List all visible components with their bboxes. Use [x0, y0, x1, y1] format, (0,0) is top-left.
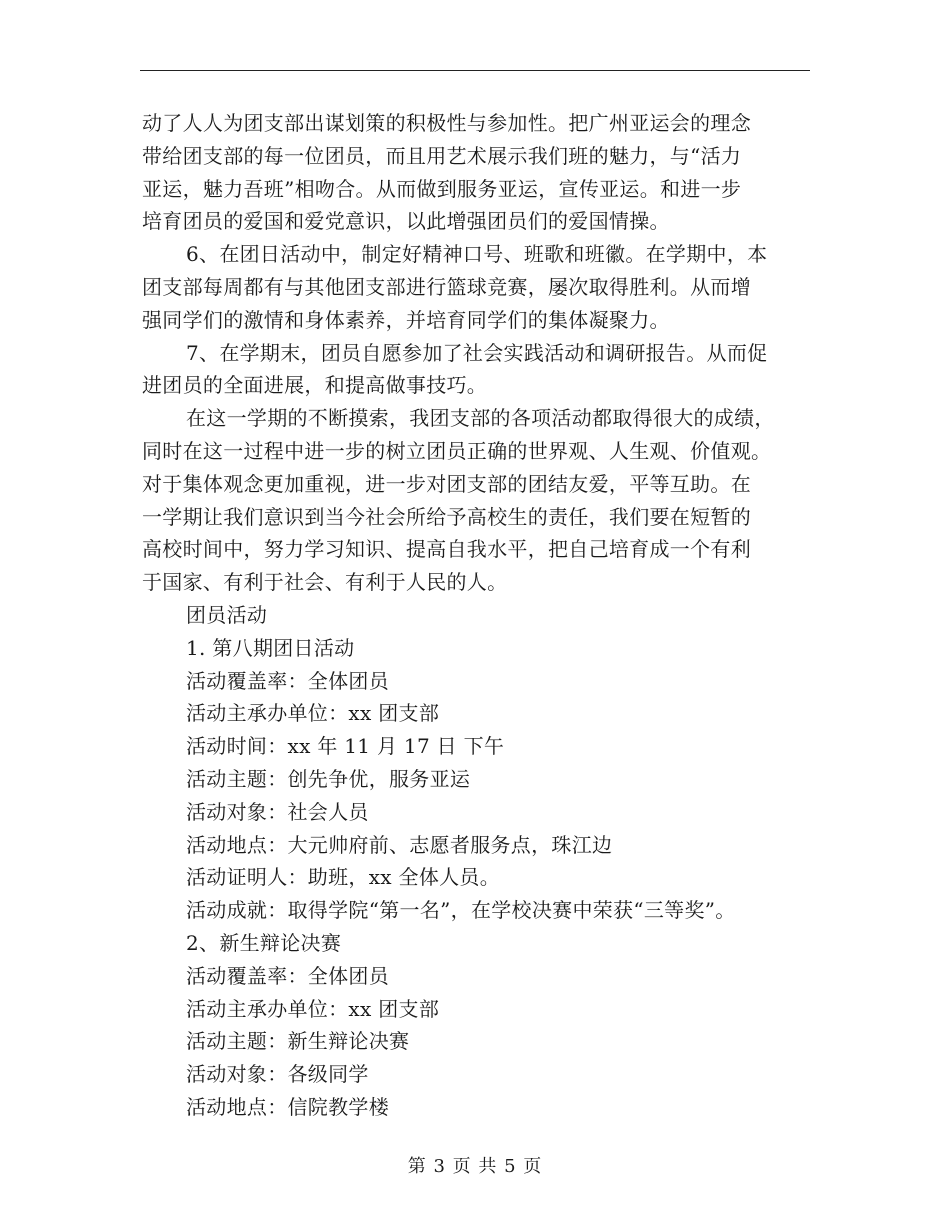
text-line: 活动主承办单位：xx 团支部	[186, 996, 440, 1021]
text-line: 同时在这一过程中进一步的树立团员正确的世界观、人生观、价值观。	[142, 438, 772, 463]
text-line: 带给团支部的每一位团员，而且用艺术展示我们班的魅力，与“活力	[142, 143, 742, 168]
document-body	[142, 107, 822, 1124]
text-line: 进团员的全面进展，和提高做事技巧。	[142, 373, 488, 398]
text-line: 在这一学期的不断摸索，我团支部的各项活动都取得很大的成绩，	[186, 406, 775, 431]
text-line: 团支部每周都有与其他团支部进行篮球竞赛，屡次取得胜利。从而增	[142, 274, 751, 299]
text-line: 2、新生辩论决赛	[186, 930, 342, 955]
header-rule	[140, 70, 810, 71]
text-line: 高校时间中，努力学习知识、提高自我水平，把自己培育成一个有利	[142, 537, 751, 562]
text-line: 活动覆盖率：全体团员	[186, 668, 389, 693]
text-line: 活动主题：创先争优，服务亚运	[186, 766, 471, 791]
text-line: 活动时间：xx 年 11 月 17 日 下午	[186, 734, 505, 759]
text-line: 活动证明人：助班，xx 全体人员。	[186, 865, 501, 890]
text-line: 一学期让我们意识到当今社会所给予高校生的责任，我们要在短暂的	[142, 504, 751, 529]
text-line: 于国家、有利于社会、有利于人民的人。	[142, 570, 508, 595]
text-line: 活动对象：社会人员	[186, 799, 369, 824]
text-line: 强同学们的激情和身体素养，并培育同学们的集体凝聚力。	[142, 307, 670, 332]
text-line: 活动地点：信院教学楼	[186, 1094, 389, 1119]
text-line: 活动主题：新生辩论决赛	[186, 1029, 410, 1054]
text-line: 活动对象：各级同学	[186, 1062, 369, 1087]
text-line: 培育团员的爱国和爱党意识，以此增强团员们的爱国情操。	[142, 209, 670, 234]
text-line: 1. 第八期团日活动	[186, 635, 355, 660]
text-line: 动了人人为团支部出谋划策的积极性与参加性。把广州亚运会的理念	[142, 111, 751, 135]
text-line: 活动成就：取得学院“第一名”，在学校决赛中荣获“三等奖”。	[186, 898, 736, 923]
text-line: 团员活动	[186, 602, 268, 627]
text-line: 6、在团日活动中，制定好精神口号、班歌和班徽。在学期中，本	[186, 242, 768, 267]
text-line: 活动地点：大元帅府前、志愿者服务点，珠江边	[186, 832, 613, 857]
text-line: 活动主承办单位：xx 团支部	[186, 701, 440, 726]
page-footer: 第 3 页 共 5 页	[407, 1156, 543, 1177]
text-line: 活动覆盖率：全体团员	[186, 963, 389, 988]
text-line: 亚运，魅力吾班”相吻合。从而做到服务亚运，宣传亚运。和进一步	[142, 176, 742, 201]
text-line: 对于集体观念更加重视，进一步对团支部的团结友爱，平等互助。在	[142, 471, 751, 496]
text-line: 7、在学期末，团员自愿参加了社会实践活动和调研报告。从而促	[186, 340, 768, 365]
